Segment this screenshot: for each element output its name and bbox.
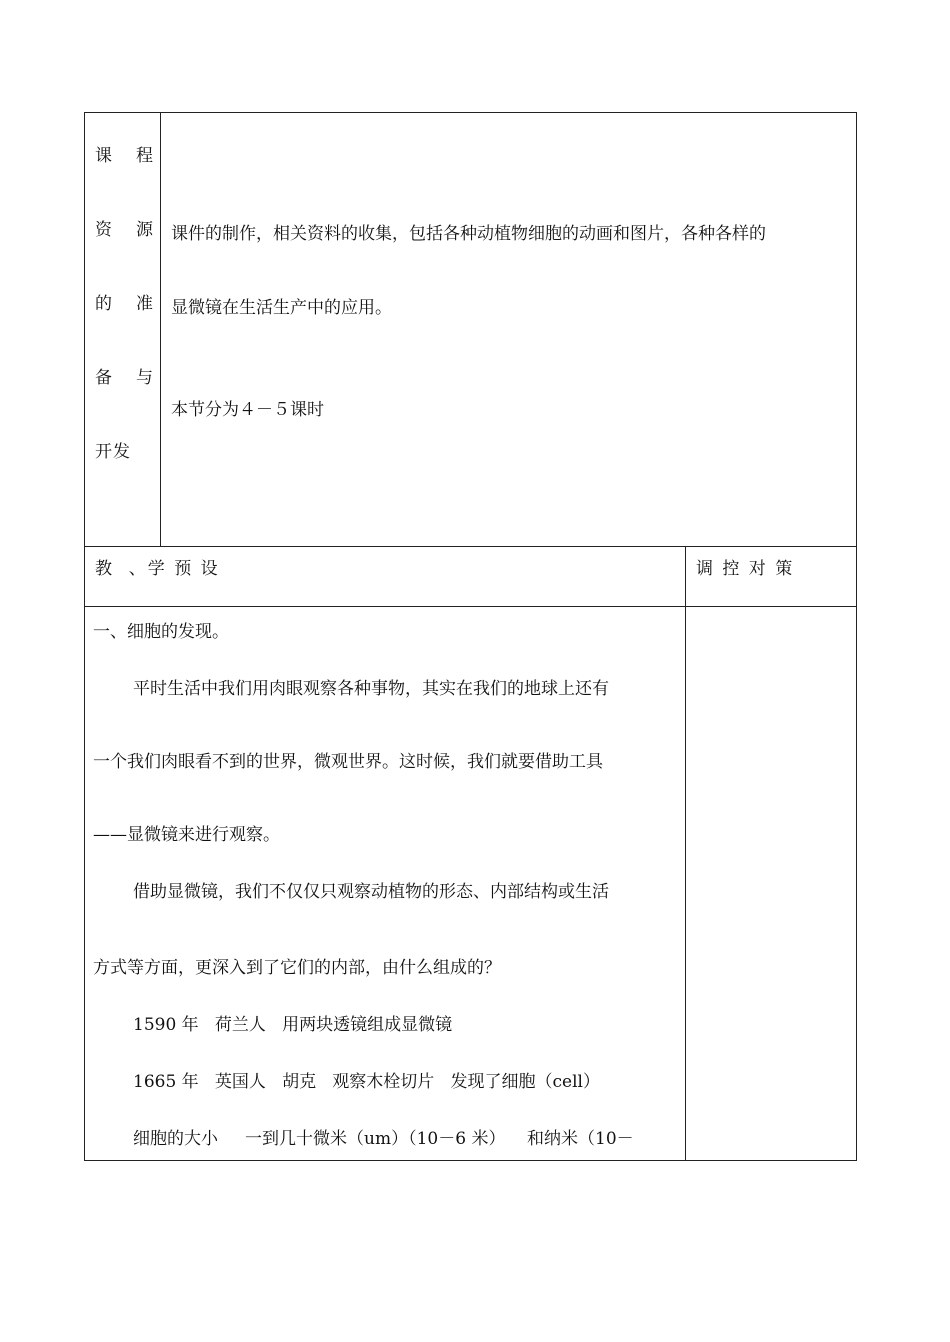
- paragraph-line: 借助显微镜，我们不仅仅只观察动植物的形态、内部结构或生活: [133, 882, 609, 902]
- label-line: 的 准: [95, 294, 153, 314]
- history-line: 1665 年 英国人 胡克 观察木栓切片 发现了细胞（cell）: [133, 1072, 600, 1092]
- history-line: 细胞的大小 一到几十微米（um）（10－6 米） 和纳米（10－: [133, 1129, 634, 1149]
- resource-prep-label-cell: [85, 113, 161, 546]
- paragraph-line: ——显微镜来进行观察。: [93, 825, 280, 845]
- lesson-plan-table: [84, 112, 857, 1161]
- prep-content-line: 本节分为４－５课时: [171, 400, 324, 420]
- resource-prep-content-cell: [161, 113, 856, 546]
- label-line: 备 与: [95, 368, 153, 388]
- label-line: 开发: [95, 442, 131, 462]
- history-line: 1590 年 荷兰人 用两块透镜组成显微镜: [133, 1015, 453, 1035]
- paragraph-line: 一个我们肉眼看不到的世界，微观世界。这时候，我们就要借助工具: [93, 752, 603, 772]
- section-heading: 一、细胞的发现。: [93, 622, 229, 642]
- prep-content-line: 课件的制作，相关资料的收集，包括各种动植物细胞的动画和图片，各种各样的: [171, 224, 766, 244]
- paragraph-line: 平时生活中我们用肉眼观察各种事物，其实在我们的地球上还有: [133, 679, 609, 699]
- prep-content-line: 显微镜在生活生产中的应用。: [171, 298, 392, 318]
- control-strategy-header-cell: [686, 546, 856, 606]
- label-line: 课 程: [95, 146, 153, 166]
- label-line: 资 源: [95, 220, 153, 240]
- teaching-design-header-cell: [85, 546, 686, 606]
- teaching-design-header: 教 、学 预 设: [95, 559, 220, 579]
- control-strategy-cell: [686, 607, 856, 1160]
- header-row: [85, 546, 856, 607]
- resource-prep-row: [85, 113, 856, 547]
- content-row: [85, 607, 856, 1160]
- teaching-content-cell: [85, 607, 686, 1160]
- paragraph-line: 方式等方面，更深入到了它们的内部，由什么组成的？: [93, 958, 501, 978]
- control-strategy-header: 调 控 对 策: [696, 559, 795, 579]
